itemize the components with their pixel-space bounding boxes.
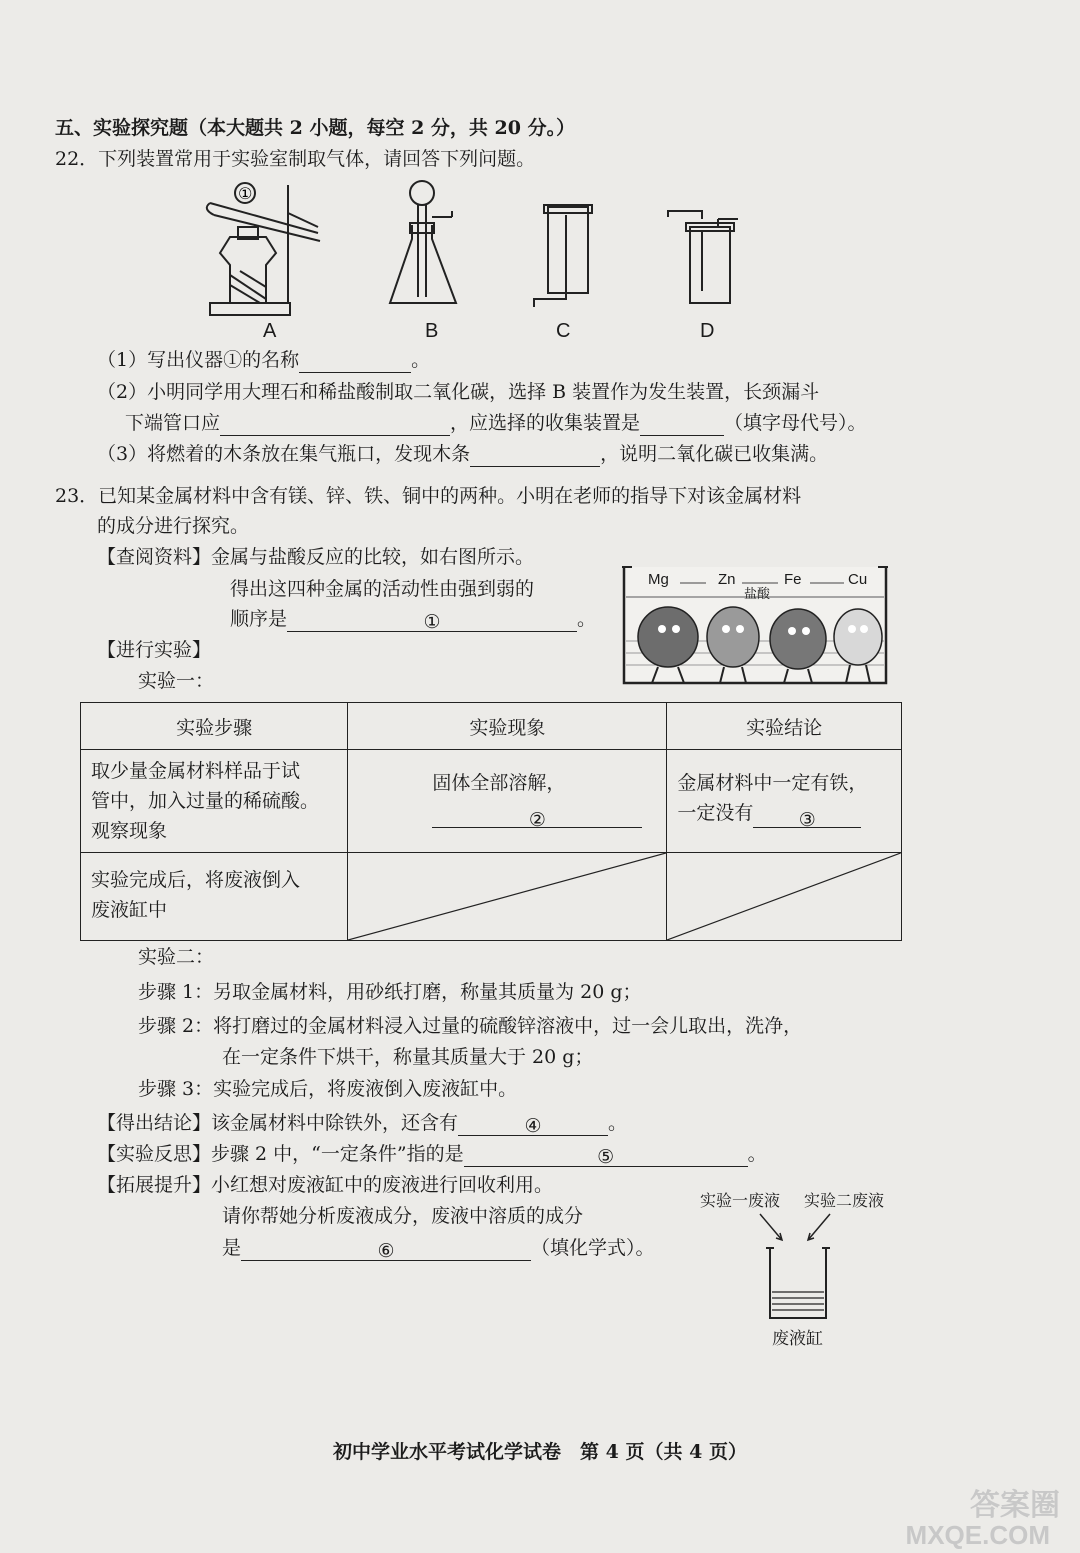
experiment1-table [80,702,902,941]
q22-stem: 22．下列装置常用于实验室制取气体，请回答下列问题。 [55,148,536,170]
apparatus-a [207,183,320,315]
q22-sub1: （1）写出仪器①的名称 。 [97,349,431,371]
table-header-row [81,703,902,750]
q22-sub3: （3）将燃着的木条放在集气瓶口，发现木条 ，说明二氧化碳已收集满。 [97,443,829,465]
answer-blank-23-3[interactable]: ③ [753,805,861,828]
answer-blank-22-3[interactable] [470,444,600,467]
q22-sub2-line2: 下端管口应 ，应选择的收集装置是 （填字母代号）。 [125,412,867,434]
row1-phenomenon: 固体全部溶解， ② [348,750,667,853]
q22-sub2-line1: （2）小明同学用大理石和稀盐酸制取二氧化碳，选择 B 装置作为发生装置，长颈漏斗 [97,381,820,403]
row1-conclusion: 金属材料中一定有铁， 一定没有 ③ [667,750,902,853]
q23-reflection: 【实验反思】步骤 2 中，“一定条件”指的是 ⑤ 。 [97,1143,767,1168]
answer-blank-23-5[interactable]: ⑤ [464,1144,748,1167]
q23-extension-2: 请你帮她分析废液成分，废液中溶质的成分 [222,1205,584,1227]
waste-label-exp2: 实验二废液 [804,1191,885,1210]
waste-label-exp1: 实验一废液 [700,1191,781,1210]
q23-stem-1: 23．已知某金属材料中含有镁、锌、铁、铜中的两种。小明在老师的指导下对该金属材料 [55,485,802,507]
q23-step1: 步骤 1：另取金属材料，用砂纸打磨，称量其质量为 20 g； [138,981,642,1003]
apparatus-label-a: A [263,320,277,342]
q23-stem-2: 的成分进行探究。 [97,515,250,537]
answer-blank-22-2a[interactable] [220,413,450,436]
answer-blank-23-1[interactable]: ① [287,609,577,632]
apparatus-label-b: B [425,320,439,342]
page-footer: 初中学业水平考试化学试卷 第 4 页（共 4 页） [333,1441,747,1463]
table-header-conclusion: 实验结论 [667,703,902,750]
q23-experiment1-label: 实验一： [138,670,215,692]
answer-blank-23-2[interactable]: ② [432,805,642,828]
apparatus-d [668,211,738,303]
q23-extension-3: 是 ⑥ （填化学式）。 [222,1237,655,1262]
q23-conclusion: 【得出结论】该金属材料中除铁外，还含有 ④ 。 [97,1112,628,1137]
row2-conclusion-empty [667,853,902,941]
row1-step: 取少量金属材料样品于试 管中，加入过量的稀硫酸。 观察现象 [81,750,348,853]
metal-label-cu: Cu [848,571,868,588]
answer-blank-22-1[interactable] [299,350,411,373]
row2-phenomenon-empty [348,853,667,941]
answer-blank-23-4[interactable]: ④ [458,1113,608,1136]
answer-blank-22-2b[interactable] [640,413,724,436]
q23-step2-line1: 步骤 2：将打磨过的金属材料浸入过量的硫酸锌溶液中，过一会儿取出，洗净， [138,1015,803,1037]
apparatus-b [390,181,456,303]
q23-step2-line2: 在一定条件下烘干，称量其质量大于 20 g； [222,1046,594,1068]
apparatus-marker: ① [238,184,253,203]
table-row [81,750,902,853]
row2-step: 实验完成后，将废液倒入 废液缸中 [81,853,348,941]
table-header-phenomenon: 实验现象 [348,703,667,750]
waste-tank-label: 废液缸 [772,1329,823,1349]
table-row [81,853,902,941]
metal-label-zn: Zn [718,571,736,588]
apparatus-c [534,205,592,307]
table-header-step: 实验步骤 [81,703,348,750]
section-heading: 五、实验探究题（本大题共 2 小题，每空 2 分，共 20 分。） [55,117,576,139]
q23-experiment2-label: 实验二： [138,946,215,968]
q23-step3: 步骤 3：实验完成后，将废液倒入废液缸中。 [138,1078,518,1100]
waste-tank-figure [700,1188,900,1353]
apparatus-diagram [190,175,750,340]
q23-extension-1: 【拓展提升】小红想对废液缸中的废液进行回收利用。 [97,1174,554,1196]
acid-label: 盐酸 [744,587,771,602]
watermark-url: MXQE.COM [905,1520,1050,1550]
metal-label-mg: Mg [648,571,669,588]
apparatus-label-c: C [556,320,571,342]
q23-do-experiment: 【进行实验】 [97,639,212,661]
apparatus-label-d: D [700,320,715,342]
watermark-logo: 答案圈 [970,1489,1060,1522]
q23-reference-3: 顺序是 ① 。 [230,608,597,633]
metal-label-fe: Fe [784,571,802,588]
answer-blank-23-6[interactable]: ⑥ [241,1238,531,1261]
metal-acid-figure [618,557,893,689]
q23-reference-2: 得出这四种金属的活动性由强到弱的 [230,578,535,600]
q23-reference-1: 【查阅资料】金属与盐酸反应的比较，如右图所示。 [97,546,535,568]
